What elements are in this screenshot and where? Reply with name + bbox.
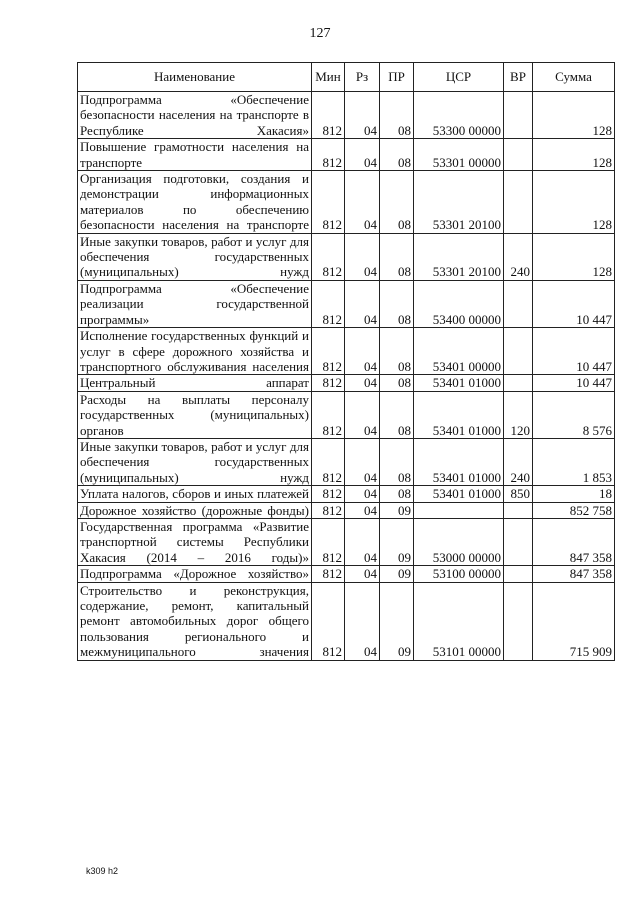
row-rz: 04: [345, 233, 380, 280]
row-pr: 09: [380, 566, 414, 582]
row-min: 812: [312, 582, 345, 660]
row-pr: 08: [380, 139, 414, 171]
row-vr: [504, 518, 533, 565]
row-csr: 53100 00000: [414, 566, 504, 582]
row-sum: 8 576: [533, 391, 615, 438]
row-min: 812: [312, 566, 345, 582]
row-name: Подпрограмма «Обеспечение реализации государственной программы»: [78, 280, 312, 327]
footer-code: k309 h2: [86, 866, 119, 876]
row-vr: [504, 92, 533, 139]
row-min: 812: [312, 171, 345, 234]
row-csr: 53401 01000: [414, 391, 504, 438]
row-name: Центральный аппарат: [78, 375, 312, 391]
page-number: 127: [309, 26, 331, 41]
row-pr: 08: [380, 171, 414, 234]
table-row: [78, 391, 615, 438]
row-name: Дорожное хозяйство (дорожные фонды): [78, 502, 312, 518]
row-sum: 18: [533, 486, 615, 502]
budget-table: [77, 62, 615, 661]
row-min: 812: [312, 280, 345, 327]
row-rz: 04: [345, 566, 380, 582]
column-header-vr: ВР: [504, 63, 533, 92]
row-vr: 850: [504, 486, 533, 502]
table-row: [78, 438, 615, 485]
row-vr: [504, 171, 533, 234]
column-header-pr: ПР: [380, 63, 414, 92]
column-header-csr: ЦСР: [414, 63, 504, 92]
row-vr: [504, 502, 533, 518]
row-name: Иные закупки товаров, работ и услуг для обеспечения государственных (муниципальных) нужд: [78, 438, 312, 485]
table-row: [78, 328, 615, 375]
row-rz: 04: [345, 139, 380, 171]
row-csr: 53301 00000: [414, 139, 504, 171]
row-pr: 09: [380, 582, 414, 660]
table-row: [78, 502, 615, 518]
row-rz: 04: [345, 518, 380, 565]
row-sum: 128: [533, 233, 615, 280]
column-header-name: Наименование: [78, 63, 312, 92]
row-name: Строительство и реконструкция, содержание, ремонт, капитальный ремонт автомобильных дорог общего пользования регионального и межмуниципального значения: [78, 582, 312, 660]
row-pr: 08: [380, 92, 414, 139]
row-min: 812: [312, 502, 345, 518]
row-rz: 04: [345, 486, 380, 502]
table-row: [78, 92, 615, 139]
row-name: Государственная программа «Развитие транспортной системы Республики Хакасия (2014 – 2016 годы)»: [78, 518, 312, 565]
row-csr: 53301 20100: [414, 233, 504, 280]
row-rz: 04: [345, 280, 380, 327]
row-pr: 08: [380, 328, 414, 375]
row-csr: 53000 00000: [414, 518, 504, 565]
row-rz: 04: [345, 328, 380, 375]
row-vr: [504, 375, 533, 391]
table-row: [78, 233, 615, 280]
row-sum: 847 358: [533, 518, 615, 565]
row-name: Подпрограмма «Дорожное хозяйство»: [78, 566, 312, 582]
row-name: Организация подготовки, создания и демонстрации информационных материалов по обеспечению безопасности населения на транспорте: [78, 171, 312, 234]
row-pr: 08: [380, 233, 414, 280]
row-sum: 128: [533, 92, 615, 139]
row-pr: 08: [380, 486, 414, 502]
row-csr: 53400 00000: [414, 280, 504, 327]
table-row: [78, 375, 615, 391]
row-sum: 10 447: [533, 280, 615, 327]
row-vr: [504, 582, 533, 660]
row-min: 812: [312, 375, 345, 391]
table-row: [78, 582, 615, 660]
row-csr: [414, 502, 504, 518]
table-row: [78, 280, 615, 327]
row-min: 812: [312, 486, 345, 502]
row-sum: 128: [533, 139, 615, 171]
row-csr: 53300 00000: [414, 92, 504, 139]
row-sum: 10 447: [533, 375, 615, 391]
row-rz: 04: [345, 582, 380, 660]
row-pr: 08: [380, 391, 414, 438]
row-vr: [504, 139, 533, 171]
row-min: 812: [312, 438, 345, 485]
row-name: Уплата налогов, сборов и иных платежей: [78, 486, 312, 502]
row-csr: 53401 01000: [414, 438, 504, 485]
row-pr: 09: [380, 518, 414, 565]
row-name: Подпрограмма «Обеспечение безопасности населения на транспорте в Республике Хакасия»: [78, 92, 312, 139]
row-min: 812: [312, 92, 345, 139]
row-csr: 53101 00000: [414, 582, 504, 660]
row-csr: 53401 01000: [414, 486, 504, 502]
row-rz: 04: [345, 438, 380, 485]
row-pr: 08: [380, 280, 414, 327]
row-name: Исполнение государственных функций и услуг в сфере дорожного хозяйства и транспортного обслуживания населения: [78, 328, 312, 375]
row-rz: 04: [345, 171, 380, 234]
table-row: [78, 171, 615, 234]
table-row: [78, 566, 615, 582]
row-rz: 04: [345, 502, 380, 518]
row-name: Расходы на выплаты персоналу государственных (муниципальных) органов: [78, 391, 312, 438]
row-min: 812: [312, 518, 345, 565]
row-pr: 08: [380, 375, 414, 391]
row-min: 812: [312, 233, 345, 280]
row-rz: 04: [345, 375, 380, 391]
row-min: 812: [312, 328, 345, 375]
table-row: [78, 518, 615, 565]
row-rz: 04: [345, 391, 380, 438]
column-header-sum: Сумма: [533, 63, 615, 92]
row-sum: 847 358: [533, 566, 615, 582]
row-pr: 09: [380, 502, 414, 518]
row-vr: 240: [504, 233, 533, 280]
row-sum: 715 909: [533, 582, 615, 660]
table-row: [78, 139, 615, 171]
row-sum: 10 447: [533, 328, 615, 375]
row-sum: 1 853: [533, 438, 615, 485]
column-header-min: Мин: [312, 63, 345, 92]
table-header-row: [78, 63, 615, 92]
row-csr: 53401 00000: [414, 328, 504, 375]
row-vr: [504, 566, 533, 582]
row-min: 812: [312, 391, 345, 438]
row-vr: 240: [504, 438, 533, 485]
row-sum: 852 758: [533, 502, 615, 518]
table-row: [78, 486, 615, 502]
row-csr: 53401 01000: [414, 375, 504, 391]
column-header-rz: Рз: [345, 63, 380, 92]
row-name: Повышение грамотности населения на транспорте: [78, 139, 312, 171]
row-vr: [504, 280, 533, 327]
row-pr: 08: [380, 438, 414, 485]
row-rz: 04: [345, 92, 380, 139]
row-csr: 53301 20100: [414, 171, 504, 234]
row-vr: 120: [504, 391, 533, 438]
row-name: Иные закупки товаров, работ и услуг для обеспечения государственных (муниципальных) нужд: [78, 233, 312, 280]
row-vr: [504, 328, 533, 375]
row-sum: 128: [533, 171, 615, 234]
row-min: 812: [312, 139, 345, 171]
